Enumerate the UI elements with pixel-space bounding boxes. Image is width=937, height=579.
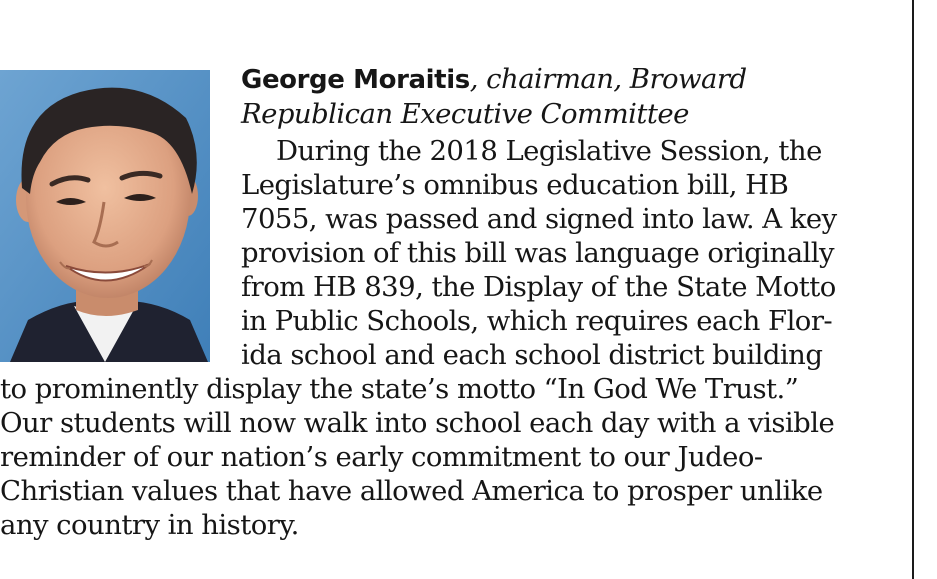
body-line: reminder of our nation’s early commitment to our Judeo- — [0, 441, 763, 473]
body-line: Christian values that have allowed America to prosper unlike — [0, 475, 823, 507]
portrait-photo — [0, 70, 210, 362]
body-line: in Public Schools, which requires each Flor- — [241, 305, 833, 337]
body-line: Our students will now walk into school each day with a visible — [0, 407, 835, 439]
body-line: from HB 839, the Display of the State Motto — [241, 271, 836, 303]
body-line: provision of this bill was language originally — [241, 237, 835, 269]
body-line: 7055, was passed and signed into law. A key — [241, 203, 837, 235]
author-name: George Moraitis — [241, 65, 470, 95]
body-line: During the 2018 Legislative Session, the — [276, 135, 822, 167]
byline-line-2: Republican Executive Committee — [241, 98, 689, 130]
body-line: ida school and each school district building — [241, 339, 823, 371]
byline-line-1 — [241, 62, 747, 97]
body-line: Legislature’s omnibus education bill, HB — [241, 169, 789, 201]
author-role: , chairman, Broward — [469, 63, 747, 95]
body-line: any country in history. — [0, 509, 299, 541]
column-rule — [912, 0, 914, 579]
body-line: to prominently display the state’s motto “In God We Trust.” — [0, 373, 799, 405]
